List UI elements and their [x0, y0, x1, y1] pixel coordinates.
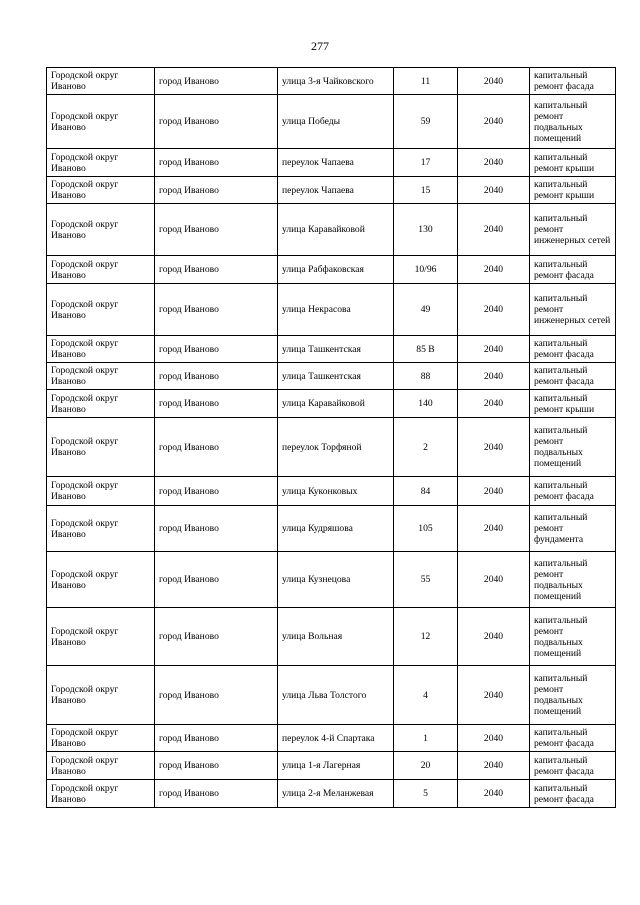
cell-city: город Иваново	[155, 390, 278, 418]
cell-year: 2040	[458, 477, 530, 506]
cell-district: Городской округ Иваново	[47, 418, 155, 477]
cell-year: 2040	[458, 177, 530, 204]
table-row	[47, 780, 616, 808]
cell-street: улица 3-я Чайковского	[278, 68, 394, 95]
cell-street: улица Льва Толстого	[278, 666, 394, 725]
cell-house-number: 12	[394, 608, 458, 666]
cell-year: 2040	[458, 608, 530, 666]
table-row	[47, 725, 616, 752]
table-row	[47, 363, 616, 390]
table-row	[47, 390, 616, 418]
cell-house-number: 88	[394, 363, 458, 390]
table-row	[47, 177, 616, 204]
cell-street: улица Кудряшова	[278, 506, 394, 552]
cell-city: город Иваново	[155, 608, 278, 666]
cell-street: улица Каравайковой	[278, 204, 394, 256]
cell-street: переулок Торфяной	[278, 418, 394, 477]
table-row	[47, 608, 616, 666]
cell-city: город Иваново	[155, 506, 278, 552]
cell-street: улица Вольная	[278, 608, 394, 666]
cell-repair-type: капитальный ремонт инженерных сетей	[530, 284, 616, 336]
cell-year: 2040	[458, 363, 530, 390]
cell-year: 2040	[458, 666, 530, 725]
table-row	[47, 752, 616, 780]
table-row	[47, 95, 616, 149]
cell-street: улица Куконковых	[278, 477, 394, 506]
cell-city: город Иваново	[155, 725, 278, 752]
table-row	[47, 418, 616, 477]
cell-repair-type: капитальный ремонт подвальных помещений	[530, 418, 616, 477]
cell-year: 2040	[458, 68, 530, 95]
cell-repair-type: капитальный ремонт подвальных помещений	[530, 95, 616, 149]
cell-street: улица 2-я Меланжевая	[278, 780, 394, 808]
cell-street: улица Победы	[278, 95, 394, 149]
cell-street: переулок 4-й Спартака	[278, 725, 394, 752]
cell-house-number: 105	[394, 506, 458, 552]
housing-repair-table	[46, 67, 616, 808]
cell-district: Городской округ Иваново	[47, 363, 155, 390]
cell-house-number: 17	[394, 149, 458, 177]
table-row	[47, 336, 616, 363]
cell-year: 2040	[458, 780, 530, 808]
cell-city: город Иваново	[155, 284, 278, 336]
cell-district: Городской округ Иваново	[47, 725, 155, 752]
table-body	[47, 68, 616, 808]
cell-district: Городской округ Иваново	[47, 608, 155, 666]
cell-year: 2040	[458, 204, 530, 256]
cell-district: Городской округ Иваново	[47, 780, 155, 808]
cell-district: Городской округ Иваново	[47, 666, 155, 725]
cell-year: 2040	[458, 418, 530, 477]
cell-year: 2040	[458, 95, 530, 149]
cell-street: улица Некрасова	[278, 284, 394, 336]
cell-repair-type: капитальный ремонт фасада	[530, 725, 616, 752]
cell-house-number: 4	[394, 666, 458, 725]
cell-city: город Иваново	[155, 666, 278, 725]
cell-house-number: 5	[394, 780, 458, 808]
table-row	[47, 149, 616, 177]
cell-repair-type: капитальный ремонт фасада	[530, 477, 616, 506]
cell-house-number: 84	[394, 477, 458, 506]
table-row	[47, 666, 616, 725]
cell-street: улица 1-я Лагерная	[278, 752, 394, 780]
cell-repair-type: капитальный ремонт фундамента	[530, 506, 616, 552]
cell-district: Городской округ Иваново	[47, 177, 155, 204]
cell-district: Городской округ Иваново	[47, 95, 155, 149]
cell-street: улица Ташкентская	[278, 336, 394, 363]
cell-city: город Иваново	[155, 336, 278, 363]
cell-house-number: 10/96	[394, 256, 458, 284]
cell-repair-type: капитальный ремонт крыши	[530, 149, 616, 177]
cell-house-number: 140	[394, 390, 458, 418]
cell-year: 2040	[458, 256, 530, 284]
cell-street: улица Каравайковой	[278, 390, 394, 418]
cell-house-number: 49	[394, 284, 458, 336]
cell-city: город Иваново	[155, 780, 278, 808]
cell-district: Городской округ Иваново	[47, 752, 155, 780]
cell-year: 2040	[458, 284, 530, 336]
cell-city: город Иваново	[155, 363, 278, 390]
cell-year: 2040	[458, 506, 530, 552]
cell-house-number: 85 В	[394, 336, 458, 363]
cell-district: Городской округ Иваново	[47, 336, 155, 363]
cell-house-number: 11	[394, 68, 458, 95]
cell-year: 2040	[458, 390, 530, 418]
cell-city: город Иваново	[155, 149, 278, 177]
cell-city: город Иваново	[155, 752, 278, 780]
cell-district: Городской округ Иваново	[47, 149, 155, 177]
cell-city: город Иваново	[155, 418, 278, 477]
table-row	[47, 204, 616, 256]
cell-house-number: 20	[394, 752, 458, 780]
table-row	[47, 68, 616, 95]
cell-house-number: 55	[394, 552, 458, 608]
cell-street: улица Ташкентская	[278, 363, 394, 390]
cell-repair-type: капитальный ремонт фасада	[530, 68, 616, 95]
table-row	[47, 506, 616, 552]
cell-repair-type: капитальный ремонт фасада	[530, 256, 616, 284]
cell-year: 2040	[458, 552, 530, 608]
cell-house-number: 2	[394, 418, 458, 477]
cell-repair-type: капитальный ремонт крыши	[530, 390, 616, 418]
cell-district: Городской округ Иваново	[47, 284, 155, 336]
cell-repair-type: капитальный ремонт фасада	[530, 363, 616, 390]
cell-repair-type: капитальный ремонт инженерных сетей	[530, 204, 616, 256]
cell-street: улица Кузнецова	[278, 552, 394, 608]
table-row	[47, 552, 616, 608]
cell-city: город Иваново	[155, 256, 278, 284]
cell-repair-type: капитальный ремонт фасада	[530, 780, 616, 808]
cell-city: город Иваново	[155, 68, 278, 95]
cell-year: 2040	[458, 752, 530, 780]
cell-city: город Иваново	[155, 177, 278, 204]
cell-district: Городской округ Иваново	[47, 552, 155, 608]
cell-repair-type: капитальный ремонт подвальных помещений	[530, 666, 616, 725]
cell-city: город Иваново	[155, 552, 278, 608]
cell-year: 2040	[458, 149, 530, 177]
cell-year: 2040	[458, 725, 530, 752]
cell-house-number: 59	[394, 95, 458, 149]
cell-district: Городской округ Иваново	[47, 204, 155, 256]
cell-street: переулок Чапаева	[278, 177, 394, 204]
cell-house-number: 130	[394, 204, 458, 256]
cell-city: город Иваново	[155, 477, 278, 506]
cell-house-number: 15	[394, 177, 458, 204]
cell-district: Городской округ Иваново	[47, 506, 155, 552]
cell-repair-type: капитальный ремонт фасада	[530, 752, 616, 780]
cell-city: город Иваново	[155, 95, 278, 149]
page-number: 277	[311, 39, 329, 53]
cell-repair-type: капитальный ремонт фасада	[530, 336, 616, 363]
cell-district: Городской округ Иваново	[47, 390, 155, 418]
cell-street: переулок Чапаева	[278, 149, 394, 177]
cell-city: город Иваново	[155, 204, 278, 256]
cell-district: Городской округ Иваново	[47, 68, 155, 95]
cell-year: 2040	[458, 336, 530, 363]
table-row	[47, 477, 616, 506]
cell-street: улица Рабфаковская	[278, 256, 394, 284]
cell-repair-type: капитальный ремонт подвальных помещений	[530, 552, 616, 608]
cell-district: Городской округ Иваново	[47, 256, 155, 284]
table-row	[47, 284, 616, 336]
cell-repair-type: капитальный ремонт крыши	[530, 177, 616, 204]
table-row	[47, 256, 616, 284]
cell-repair-type: капитальный ремонт подвальных помещений	[530, 608, 616, 666]
cell-district: Городской округ Иваново	[47, 477, 155, 506]
cell-house-number: 1	[394, 725, 458, 752]
